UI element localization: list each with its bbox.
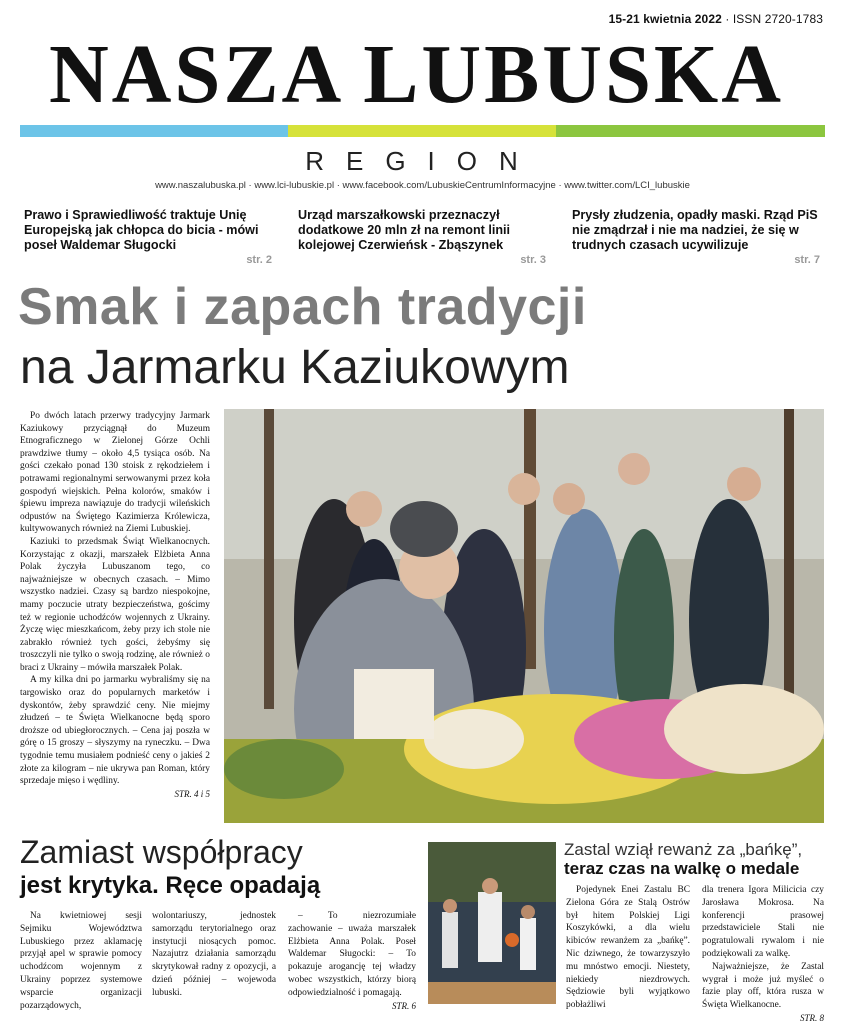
basketball-photo xyxy=(428,842,556,1004)
issue-separator: · xyxy=(725,12,730,26)
masthead-title: NASZA LUBUSKA xyxy=(48,28,784,121)
teaser-text: Prysły złudzenia, opadły maski. Rząd PiS nie zmądrzał i nie ma nadziei, że się w trudnych czasach ucywilizuje xyxy=(572,208,818,252)
lead-paragraph: Kaziuki to przedsmak Świąt Wielkanocnych. Korzystając z okazji, marszałek Elżbieta Anna Polak życzyła Lubuszanom tego, co najważniejsze w obecnych czasach. – Mimo wszystko nadziei. Czasy są bardzo niespokojne, mamy poczucie utraty bezpieczeństwa, gościmy też w regionie uchodźców wojennych z Ukrainy. Życzę więc mieszkańcom, żeby przy ich stole nie zabrakło również tych gości, żebyśmy się troszczyli nie tylko o swoją rodzinę, ale również o braci z Ukrainy – mówiła marszałek Polak. xyxy=(20,536,210,673)
lead-paragraph: Po dwóch latach przerwy tradycyjny Jarmark Kaziukowy przyciągnął do Muzeum Etnograficznego w Zielonej Górze Ochli prawdziwe tłumy – około 4,5 tysiąca osób. Na gości czekało ponad 130 stoisk z rękodziełem i potrawami regionalnymi serwowanymi przez koła gospodyń wiejskich. Pełna kolorów, smaków i śpiewu impreza nawiązuje do tradycji wileńskich odpustów na Świętego Kazimierza Królewicza, kultywowanych również na Ziemi Lubuskiej. xyxy=(20,411,210,535)
article-paragraph: Na kwietniowej sesji Sejmiku Województwa Lubuskiego przez aklamację przyjął apel w sprawie pomocy uchodźcom wojennym z Ukrainy poprzez systemowe wsparcie organizacji pozarządowych, xyxy=(20,911,142,1011)
website-links[interactable]: www.naszalubuska.pl · www.lci-lubuskie.pl · www.facebook.com/LubuskieCentrumInformacyjne · www.twitter.com/LCI_lubuskie xyxy=(155,180,690,191)
lead-subheadline: na Jarmarku Kaziukowym xyxy=(20,341,570,394)
sport-column-2 xyxy=(702,884,824,1025)
color-bar-yellow xyxy=(288,125,556,137)
lead-headline: Smak i zapach tradycji xyxy=(18,278,587,336)
teaser-text: Prawo i Sprawiedliwość traktuje Unię Europejską jak chłopca do bicia - mówi poseł Waldemar Sługocki xyxy=(24,208,259,252)
article-column-2 xyxy=(152,910,276,1000)
sport-headline: Zastal wziął rewanż za „bańkę”, xyxy=(564,840,803,859)
issn: ISSN 2720-1783 xyxy=(732,12,823,26)
lead-body xyxy=(20,410,210,800)
teaser-1[interactable] xyxy=(24,208,272,266)
lead-page-ref: STR. 4 i 5 xyxy=(174,788,210,799)
section-name: REGION xyxy=(305,146,540,176)
market-photo xyxy=(224,409,824,823)
teaser-2[interactable] xyxy=(298,208,546,266)
teaser-text: Urząd marszałkowski przeznaczył dodatkowe 20 mln zł na remont linii kolejowej Czerwieńsk - Zbąszynek xyxy=(298,208,511,252)
teaser-page: str. 2 xyxy=(246,254,272,266)
article-paragraph: wolontariuszy, jednostek samorządu terytorialnego oraz instytucji niosących pomoc. Nazajutrz działania samorządu skrytykował radny z opozycji, a dzień później – wojewoda lubuski. xyxy=(152,911,276,998)
article-paragraph: Najważniejsze, że Zastal wygrał i może już myśleć o fazie play off, która rusza w Święta Wielkanocne. xyxy=(702,961,824,1011)
article-paragraph: Pojedynek Enei Zastalu BC Zielona Góra ze Stalą Ostrów był hitem Polskiej Ligi Koszykówki, a dla wielu kibiców rewanżem za „bańkę”. Nic dziwnego, że towarzyszyło mu mnóstwo emocji. Niestety, niekiedy niezdrowych. Sędziowie byli wyjątkowo pobłażliwi xyxy=(566,885,690,1011)
teaser-page: str. 3 xyxy=(520,254,546,266)
article-column-1 xyxy=(20,910,142,1012)
article-paragraph: dla trenera Igora Milicicia czy Jarosława Mokrosa. Na konferencji prasowej przedstawiciele Stali nie pogratulowali rywalom i nie podziękowali za walkę. xyxy=(702,885,824,959)
sport-page-ref: STR. 8 xyxy=(799,1012,824,1023)
article-paragraph: – To niezrozumiałe zachowanie – uważa marszałek Elżbieta Anna Polak. Poseł Waldemar Sługocki: – To pokazuje arogancję tej władzy wobec wszystkich, którzy biorą odpowiedzialność i pomagają. xyxy=(288,911,416,998)
teaser-3[interactable] xyxy=(572,208,820,266)
sport-column-1 xyxy=(566,884,690,1012)
article-headline: Zamiast współpracy xyxy=(20,834,303,870)
article-page-ref: STR. 6 xyxy=(391,1000,416,1011)
issue-info xyxy=(609,12,823,26)
color-bar-blue xyxy=(20,125,288,137)
sport-subheadline: teraz czas na walkę o medale xyxy=(564,859,800,878)
article-subheadline: jest krytyka. Ręce opadają xyxy=(20,872,321,899)
teaser-page: str. 7 xyxy=(794,254,820,266)
article-column-3 xyxy=(288,910,416,1012)
lead-paragraph: A my kilka dni po jarmarku wybraliśmy się na targowisko oraz do popularnych marketów i dyskontów, żeby sprawdzić ceny. Nie miejmy złudzeń – te Święta Wielkanocne będą sporo droższe od ubiegłorocznych. – Cena jaj poszła w górę o 15 groszy – słyszymy na ryneczku. – Dwa tygodnie temu musiałem podnieść ceny o jakieś 2 złote za kilogram – nie ukrywa pan Roman, który sprzedaje mięso i wędliny. xyxy=(20,675,210,787)
color-bar-green xyxy=(556,125,825,137)
issue-dates: 15-21 kwietnia 2022 xyxy=(608,12,722,26)
